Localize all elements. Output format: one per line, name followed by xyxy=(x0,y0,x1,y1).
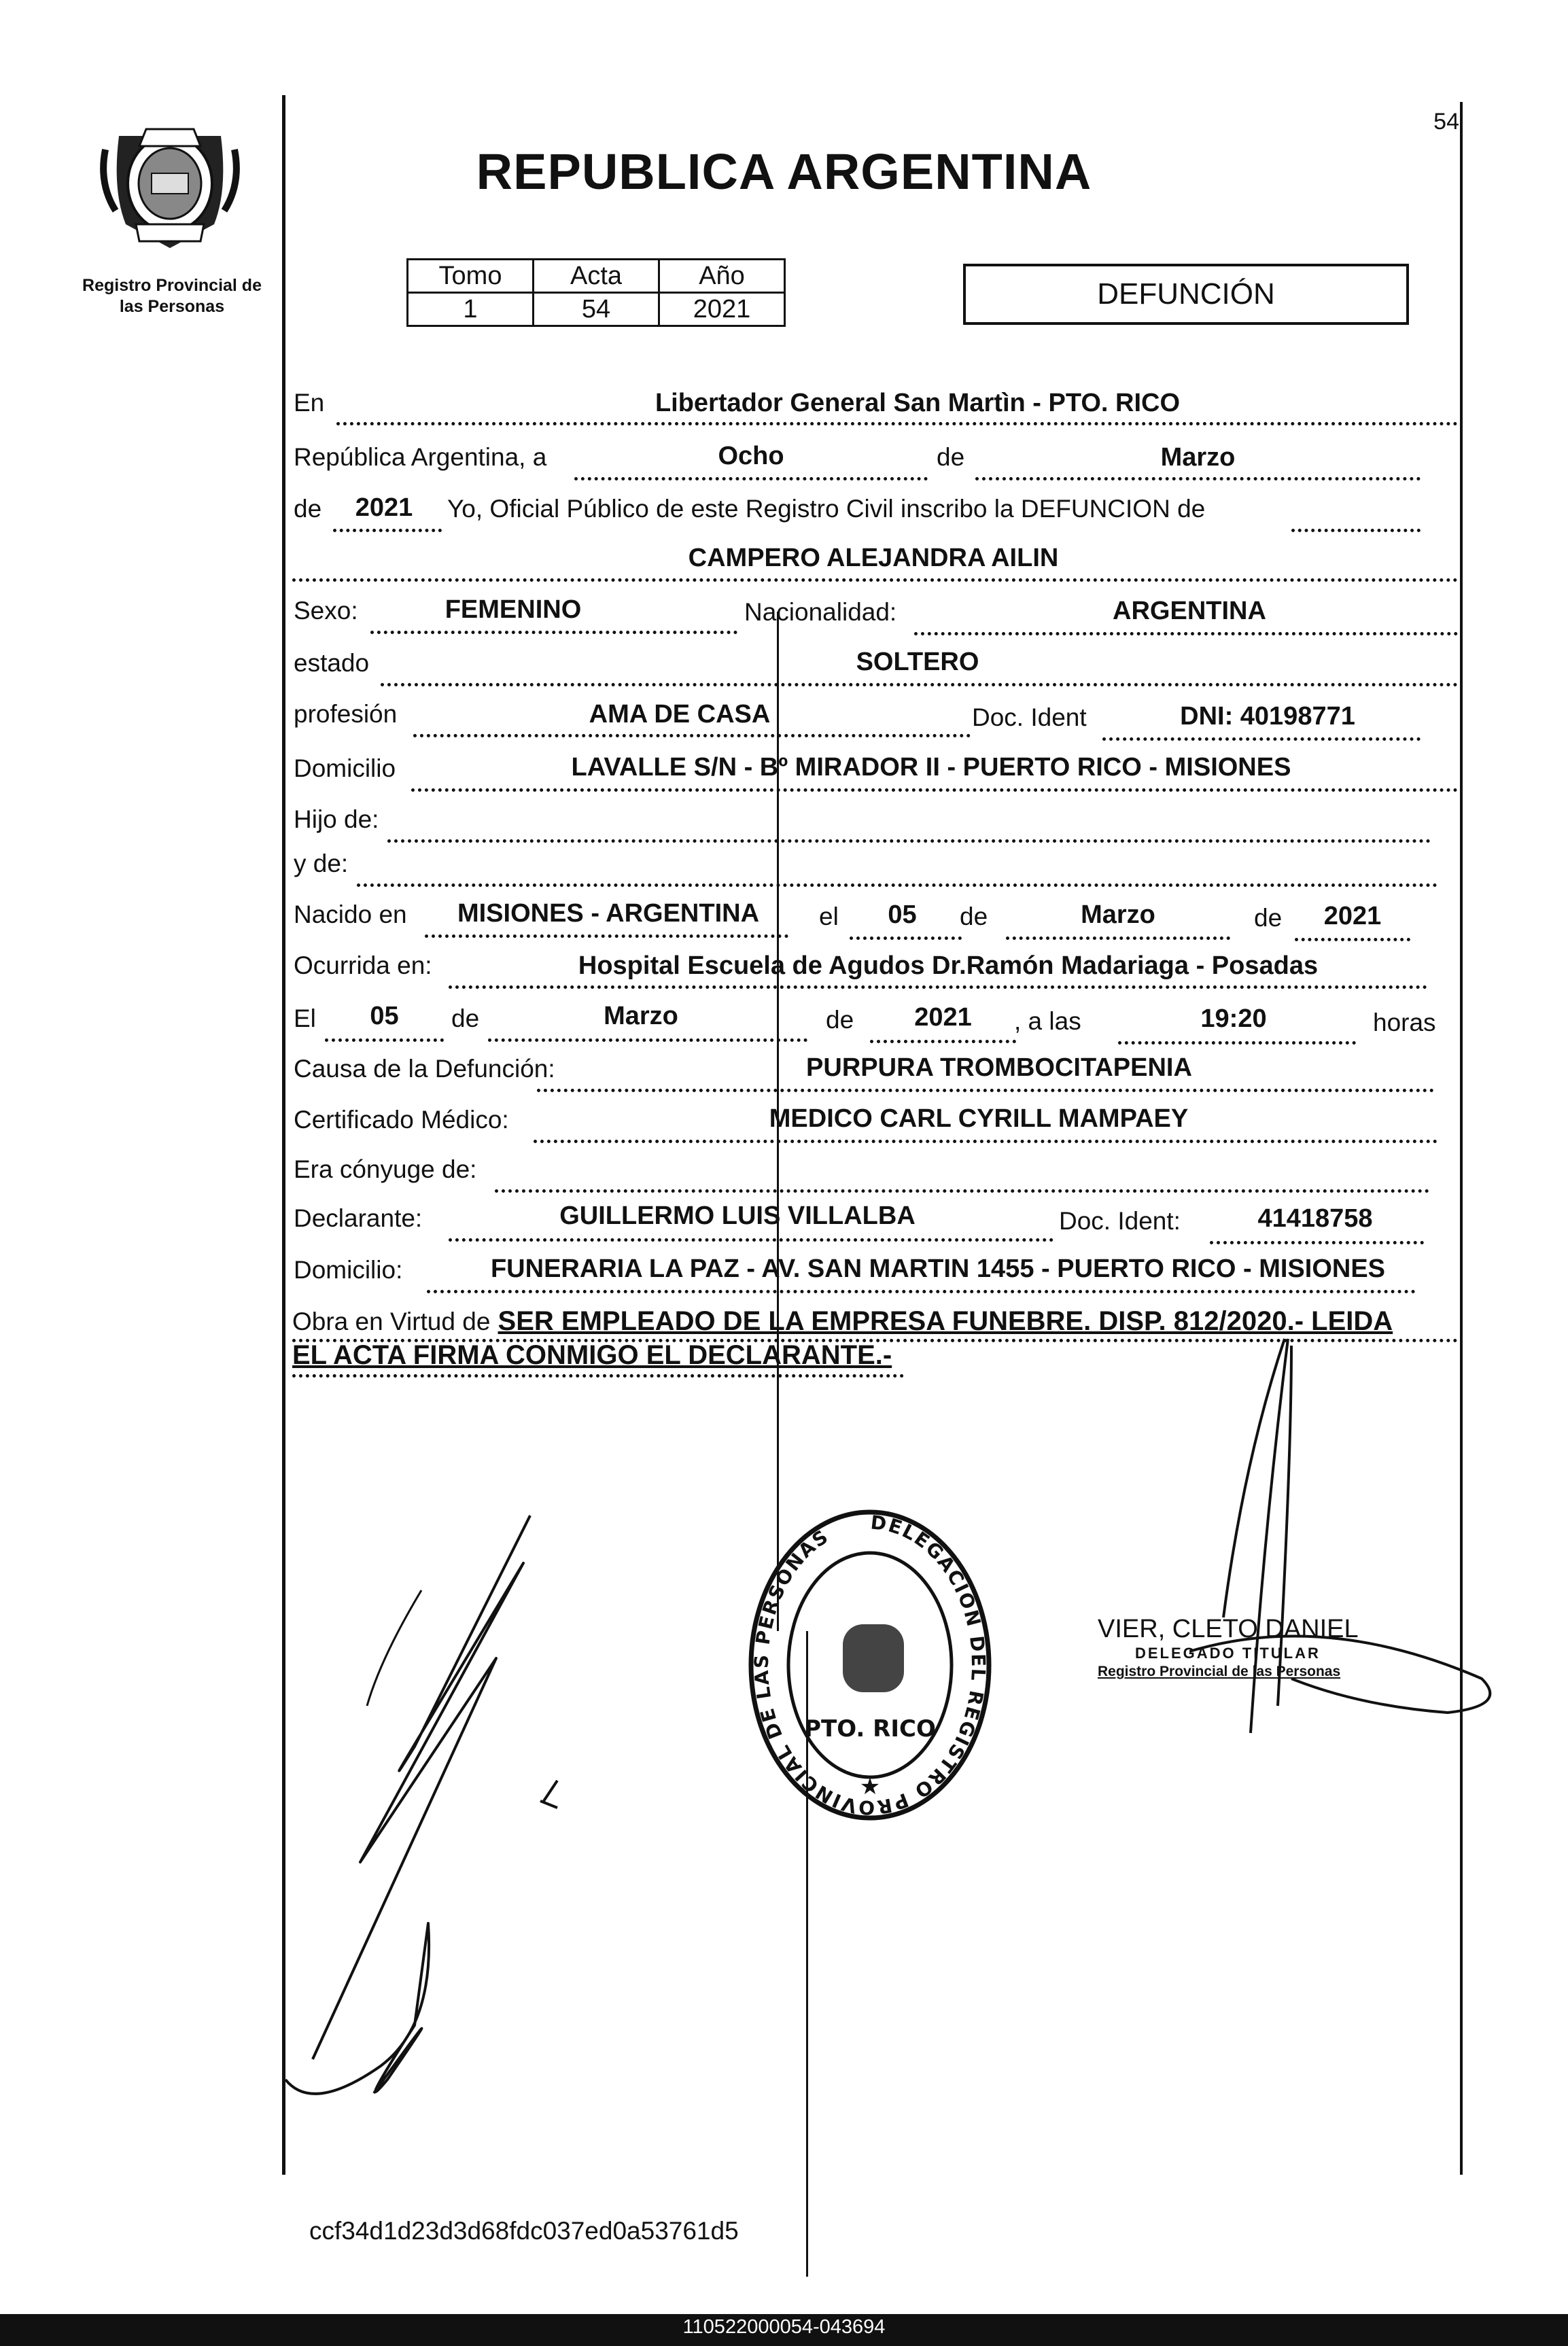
nacido-mes: Marzo xyxy=(1081,900,1155,929)
nacido-underline xyxy=(425,934,788,938)
nacionalidad-value: ARGENTINA xyxy=(1113,597,1266,625)
domicilio-value: LAVALLE S/N - Bº MIRADOR II - PUERTO RICO - MISIONES xyxy=(571,753,1291,782)
el-label: el xyxy=(819,903,839,930)
ocurrida-label: Ocurrida en: xyxy=(294,951,432,979)
star-icon: ★ xyxy=(859,1774,881,1800)
profesion-value: AMA DE CASA xyxy=(589,700,771,729)
logo-caption-line1: Registro Provincial de xyxy=(82,276,262,295)
muerte-hora: 19:20 xyxy=(1200,1004,1267,1033)
declarante-label: Declarante: xyxy=(294,1204,423,1232)
doc2-underline xyxy=(1210,1241,1424,1244)
document-hash: ccf34d1d23d3d68fdc037ed0a53761d5 xyxy=(309,2217,739,2245)
anio-label: de xyxy=(294,495,322,523)
alas-label: , a las xyxy=(1014,1007,1081,1035)
page-title: REPUBLICA ARGENTINA xyxy=(476,143,1092,200)
sexo-underline xyxy=(370,631,737,634)
obra-underline-2 xyxy=(292,1374,904,1378)
doc-underline xyxy=(1102,737,1421,741)
de1-label: de xyxy=(960,903,988,930)
estado-value: SOLTERO xyxy=(856,648,979,676)
yo-underline xyxy=(1291,529,1421,532)
page-number: 54 xyxy=(1433,109,1459,135)
certificado-label: Certificado Médico: xyxy=(294,1106,509,1134)
nacido-anio-underline xyxy=(1295,938,1410,941)
registry-header-acta: Acta xyxy=(534,260,659,293)
right-margin-line xyxy=(1460,102,1463,2175)
dia-underline xyxy=(574,477,928,480)
registry-value-anio: 2021 xyxy=(659,293,785,326)
conyuge-label: Era cónyuge de: xyxy=(294,1155,477,1183)
estado-underline xyxy=(381,683,1458,686)
certificado-underline xyxy=(534,1140,1438,1143)
ocurrida-underline xyxy=(449,985,1427,989)
nombre-underline xyxy=(292,578,1458,582)
muerte-hora-underline xyxy=(1118,1041,1356,1045)
registry-header-tomo: Tomo xyxy=(408,260,534,293)
mes-value: Marzo xyxy=(1160,443,1236,472)
causa-label: Causa de la Defunción: xyxy=(294,1055,555,1083)
obra-value-line2: EL ACTA FIRMA CONMIGO EL DECLARANTE.- xyxy=(292,1340,892,1370)
barcode-text: 110522000054-043694 xyxy=(682,2316,886,2338)
muerte-anio-underline xyxy=(870,1040,1016,1043)
conyuge-underline xyxy=(495,1189,1429,1193)
domicilio2-value: FUNERARIA LA PAZ - AV. SAN MARTIN 1455 - PUERTO RICO - MISIONES xyxy=(490,1255,1386,1283)
profesion-label: profesión xyxy=(294,700,398,728)
causa-underline xyxy=(537,1089,1434,1092)
declarante-underline xyxy=(449,1238,1053,1242)
stamp-center-text: PTO. RICO xyxy=(804,1715,936,1743)
nacido-dia-underline xyxy=(850,936,962,940)
yde-label: y de: xyxy=(294,850,349,877)
obra-line-2 xyxy=(292,1340,892,1371)
registry-table xyxy=(406,258,786,327)
nacido-anio: 2021 xyxy=(1323,902,1382,930)
official-name: VIER, CLETO DANIEL xyxy=(1098,1615,1359,1643)
doc2-label: Doc. Ident: xyxy=(1059,1207,1181,1235)
nacido-mes-underline xyxy=(1006,936,1230,940)
muerte-anio: 2021 xyxy=(914,1003,972,1032)
registry-value-row xyxy=(408,293,785,326)
hijo-label: Hijo de: xyxy=(294,805,379,833)
en-value: Libertador General San Martìn - PTO. RICO xyxy=(655,389,1181,417)
muerte-mes-underline xyxy=(488,1038,807,1042)
obra-label: Obra en Virtud de xyxy=(292,1308,491,1335)
nacido-dia: 05 xyxy=(888,900,917,929)
causa-value: PURPURA TROMBOCITAPENIA xyxy=(806,1053,1192,1082)
anio-underline xyxy=(333,529,442,532)
nacionalidad-label: Nacionalidad: xyxy=(744,598,897,626)
registry-header-anio: Año xyxy=(659,260,785,293)
registry-value-acta: 54 xyxy=(534,293,659,326)
logo-caption-line2: las Personas xyxy=(119,297,225,316)
declarante-signature xyxy=(272,1482,612,2127)
muerte-dia-underline xyxy=(325,1038,444,1042)
muerte-dia: 05 xyxy=(370,1002,399,1030)
stamp-ring-text: DELEGACION DEL REGISTRO PROVINCIAL DE LAS PERSONAS xyxy=(750,1511,990,1819)
certificado-value: MEDICO CARL CYRILL MAMPAEY xyxy=(769,1104,1189,1133)
de-label: de xyxy=(937,443,965,471)
official-office: Registro Provincial de las Personas xyxy=(1098,1664,1341,1679)
registry-stamp xyxy=(741,1502,999,1828)
de4-label: de xyxy=(826,1006,854,1034)
mes-underline xyxy=(975,477,1421,480)
en-label: En xyxy=(294,389,325,417)
profesion-underline xyxy=(413,734,971,737)
horas-label: horas xyxy=(1373,1009,1436,1036)
estado-label: estado xyxy=(294,649,370,677)
muerte-mes: Marzo xyxy=(604,1002,678,1030)
logo-caption xyxy=(67,275,277,317)
domicilio2-underline xyxy=(427,1290,1416,1293)
doc-value: DNI: 40198771 xyxy=(1180,702,1355,731)
dia-value: Ocho xyxy=(718,442,784,470)
de3-label: de xyxy=(451,1004,480,1032)
deceased-name: CAMPERO ALEJANDRA AILIN xyxy=(688,544,1059,572)
obra-value-line1: SER EMPLEADO DE LA EMPRESA FUNEBRE. DISP. 812/2020.- LEIDA xyxy=(498,1306,1393,1336)
ocurrida-value: Hospital Escuela de Agudos Dr.Ramón Madariaga - Posadas xyxy=(578,951,1319,980)
doc2-value: 41418758 xyxy=(1257,1204,1373,1233)
hijo-underline xyxy=(387,839,1431,843)
anio-value: 2021 xyxy=(355,493,413,522)
domicilio2-label: Domicilio: xyxy=(294,1256,403,1284)
declarante-value: GUILLERMO LUIS VILLALBA xyxy=(559,1202,916,1230)
record-type-box: DEFUNCIÓN xyxy=(963,264,1409,325)
official-title: DELEGADO TITULAR xyxy=(1135,1645,1321,1662)
el2-label: El xyxy=(294,1004,316,1032)
domicilio-label: Domicilio xyxy=(294,754,396,782)
registry-header-row xyxy=(408,260,785,293)
nacido-value: MISIONES - ARGENTINA xyxy=(457,899,760,928)
yo-text: Yo, Oficial Público de este Registro Civil inscribo la DEFUNCION de xyxy=(447,495,1206,523)
nacido-label: Nacido en xyxy=(294,900,407,928)
official-signature xyxy=(1189,1325,1516,1801)
sexo-label: Sexo: xyxy=(294,597,358,625)
nacionalidad-underline xyxy=(914,632,1458,635)
yde-underline xyxy=(357,883,1438,887)
republica-label: República Argentina, a xyxy=(294,443,547,471)
doc-label: Doc. Ident xyxy=(972,703,1087,731)
registry-value-tomo: 1 xyxy=(408,293,534,326)
de2-label: de xyxy=(1254,904,1283,932)
domicilio-underline xyxy=(411,788,1458,792)
en-underline xyxy=(336,422,1458,425)
sexo-value: FEMENINO xyxy=(445,595,582,624)
